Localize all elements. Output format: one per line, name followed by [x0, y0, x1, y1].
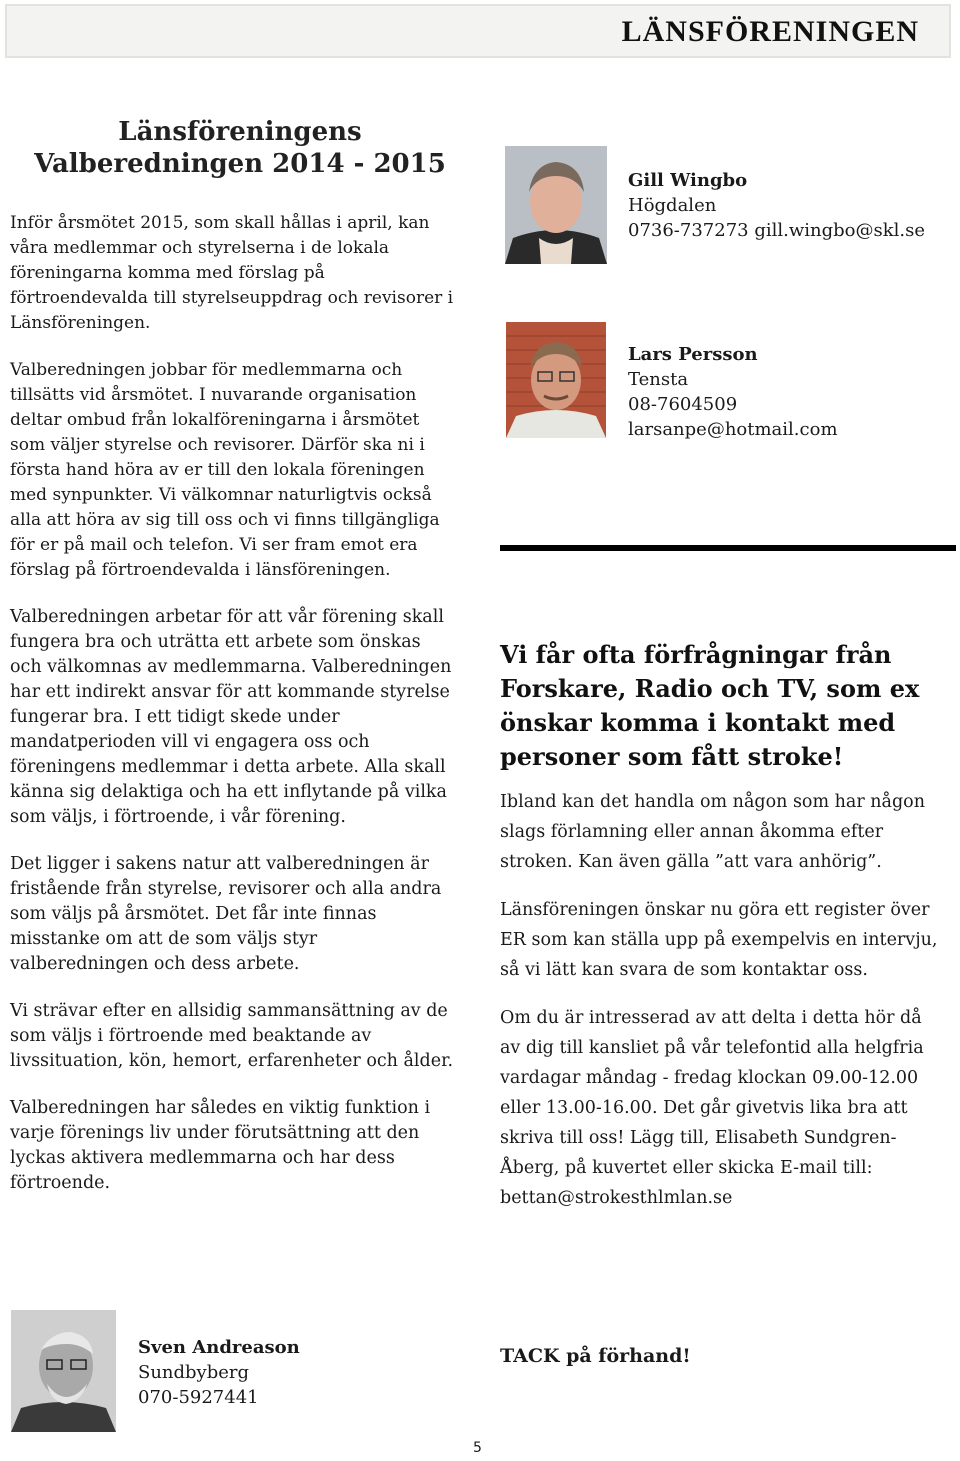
contact-sven-andreason [138, 1335, 300, 1410]
promo-body [500, 787, 945, 1231]
article-paragraph: Inför årsmötet 2015, som skall hållas i april, kan våra medlemmar och styrelserna i de lokala föreningarna komma med förslag på förtroendevalda till styrelseuppdrag och revisorer i Länsföreningen. [10, 213, 454, 333]
section-divider [500, 545, 956, 551]
contact-place: Högdalen [628, 195, 717, 216]
article-paragraph: Valberedningen jobbar för medlemmarna och tillsätts vid årsmötet. I nuvarande organisation deltar ombud från lokalföreningarna i årsmötet som väljer styrelse och revisorer. Därför ska ni i första hand höra av er till den lokala föreningen med synpunkter. Vi välkomnar naturligtvis också alla att höra av sig till oss och vi finns tillgängliga för er på mail och telefon. Vi ser fram emot era förslag på förtroendevalda i länsföreningen. [10, 360, 440, 580]
contact-phone: 08-7604509 [628, 394, 738, 415]
contact-name: Sven Andreason [138, 1337, 300, 1358]
section-title: LÄNSFÖRENINGEN [621, 15, 919, 48]
article-paragraph: Valberedningen har således en viktig funktion i varje förenings liv under förutsättning att den lyckas aktivera medlemmarna och har dess förtroende. [10, 1098, 431, 1193]
portrait-photo-lars-persson [506, 322, 606, 438]
article-heading [10, 116, 470, 180]
promo-paragraph: Om du är intresserad av att delta i detta hör då av dig till kansliet på vår telefontid alla helgfria vardagar måndag - fredag klockan 09.00-12.00 eller 13.00-16.00. Det går givetvis lika bra att skriva till oss! Lägg till, Elisabeth Sundgren-Åberg, på kuvertet eller skicka E-mail till: bettan@strokesthlmlan.se [500, 1008, 924, 1208]
contact-email[interactable]: larsanpe@hotmail.com [628, 419, 838, 440]
article-paragraph: Det ligger i sakens natur att valberedningen är fristående från styrelse, revisorer och alla andra som väljs på årsmötet. Det får inte finnas misstanke om att de som väljs styr valberedningen och dess arbete. [10, 854, 442, 974]
thanks-text: TACK på förhand! [500, 1345, 691, 1367]
portrait-photo-sven-andreason [11, 1310, 116, 1432]
article-heading-line-2: Valberedningen 2014 - 2015 [34, 149, 446, 179]
contact-lars-persson [628, 342, 838, 442]
article-heading-line-1: Länsföreningens [118, 117, 362, 147]
article-paragraph: Vi strävar efter en allsidig sammansättning av de som väljs i förtroende med beaktande av livssituation, kön, hemort, erfarenheter och ålder. [10, 1001, 454, 1071]
contact-phone-email[interactable]: 0736-737273 gill.wingbo@skl.se [628, 220, 925, 241]
contact-phone: 070-5927441 [138, 1387, 259, 1408]
promo-paragraph: Ibland kan det handla om någon som har någon slags förlamning eller annan åkomma efter stroken. Kan även gälla ”att vara anhörig”. [500, 792, 925, 872]
article-body [10, 211, 455, 1218]
contact-place: Sundbyberg [138, 1362, 250, 1383]
portrait-image [505, 146, 607, 264]
promo-paragraph: Länsföreningen önskar nu göra ett register över ER som kan ställa upp på exempelvis en intervju, så vi lätt kan svara de som kontaktar oss. [500, 900, 938, 980]
contact-place: Tensta [628, 369, 689, 390]
portrait-image [506, 322, 606, 438]
page-number: 5 [473, 1440, 482, 1456]
promo-heading: Vi får ofta förfrågningar från Forskare, Radio och TV, som ex önskar komma i kontakt med personer som fått stroke! [500, 640, 920, 771]
contact-gill-wingbo [628, 168, 925, 243]
contact-name: Lars Persson [628, 344, 758, 365]
article-paragraph: Valberedningen arbetar för att vår förening skall fungera bra och uträtta ett arbete som önskas och välkomnas av medlemmarna. Valberedningen har ett indirekt ansvar för att kommande styrelse fungerar bra. I ett tidigt skede under mandatperioden vill vi engagera oss och föreningens medlemmar i detta arbete. Alla skall känna sig delaktiga och ha ett inflytande på vilka som väljs, i förtroende, i vår förening. [10, 607, 452, 827]
contact-name: Gill Wingbo [628, 170, 748, 191]
page-header [5, 4, 951, 58]
portrait-image [11, 1310, 116, 1432]
portrait-photo-gill-wingbo [505, 146, 607, 264]
